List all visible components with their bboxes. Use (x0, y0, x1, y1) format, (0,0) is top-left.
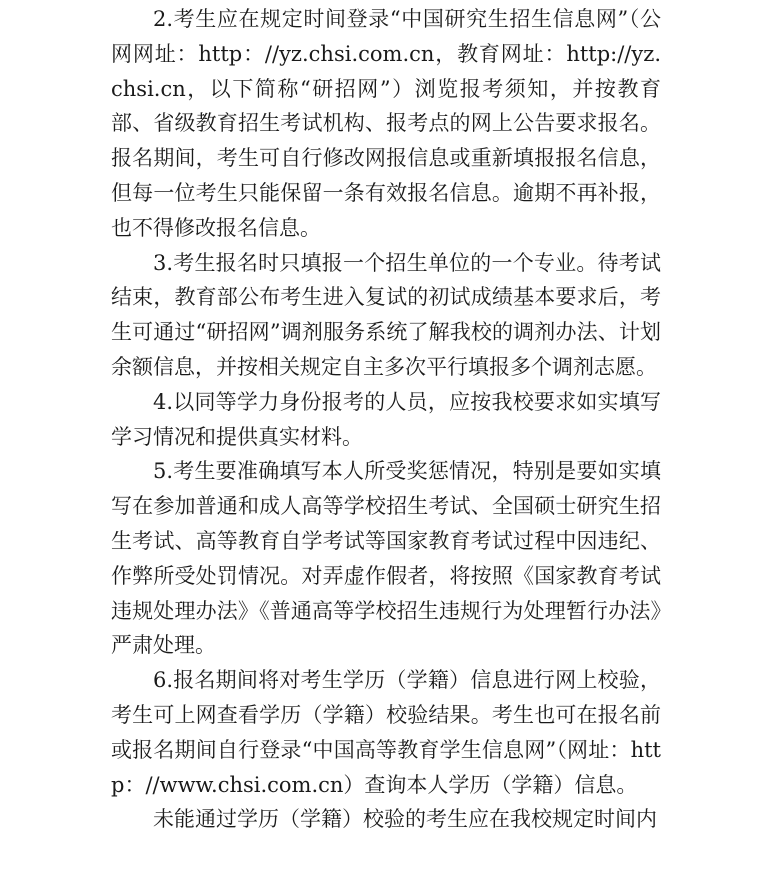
paragraph-item-5: 5.考生要准确填写本人所受奖惩情况，特别是要如实填写在参加普通和成人高等学校招生考试、全国硕士研究生招生考试、高等教育自学考试等国家教育考试过程中因违纪、作弊所受处罚情况。对弄虚作假者，将按照《国家教育考试违规处理办法》《普通高等学校招生违规行为处理暂行办法》严肃处理。 (111, 459, 661, 658)
paragraph-item-4: 4.以同等学力身份报考的人员，应按我校要求如实填写学习情况和提供真实材料。 (111, 389, 661, 449)
paragraph-item-6: 6.报名期间将对考生学历（学籍）信息进行网上校验，考生可上网查看学历（学籍）校验结果。考生也可在报名前或报名期间自行登录“中国高等教育学生信息网”（网址：http：//www.chsi.com.cn）查询本人学历（学籍）信息。 (111, 668, 661, 797)
paragraph-item-6-continued: 未能通过学历（学籍）校验的考生应在我校规定时间内 (153, 807, 657, 832)
paragraph-item-3: 3.考生报名时只填报一个招生单位的一个专业。待考试结束，教育部公布考生进入复试的初试成绩基本要求后，考生可通过“研招网”调剂服务系统了解我校的调剂办法、计划余额信息，并按相关规定自主多次平行填报多个调剂志愿。 (111, 250, 661, 379)
paragraph-item-2: 2.考生应在规定时间登录“中国研究生招生信息网”（公网网址：http：//yz.chsi.com.cn，教育网址：http://yz.chsi.cn，以下简称“研招网”）浏览报考须知，并按教育部、省级教育招生考试机构、报考点的网上公告要求报名。报名期间，考生可自行修改网报信息或重新填报报名信息，但每一位考生只能保留一条有效报名信息。逾期不再补报，也不得修改报名信息。 (111, 7, 661, 240)
